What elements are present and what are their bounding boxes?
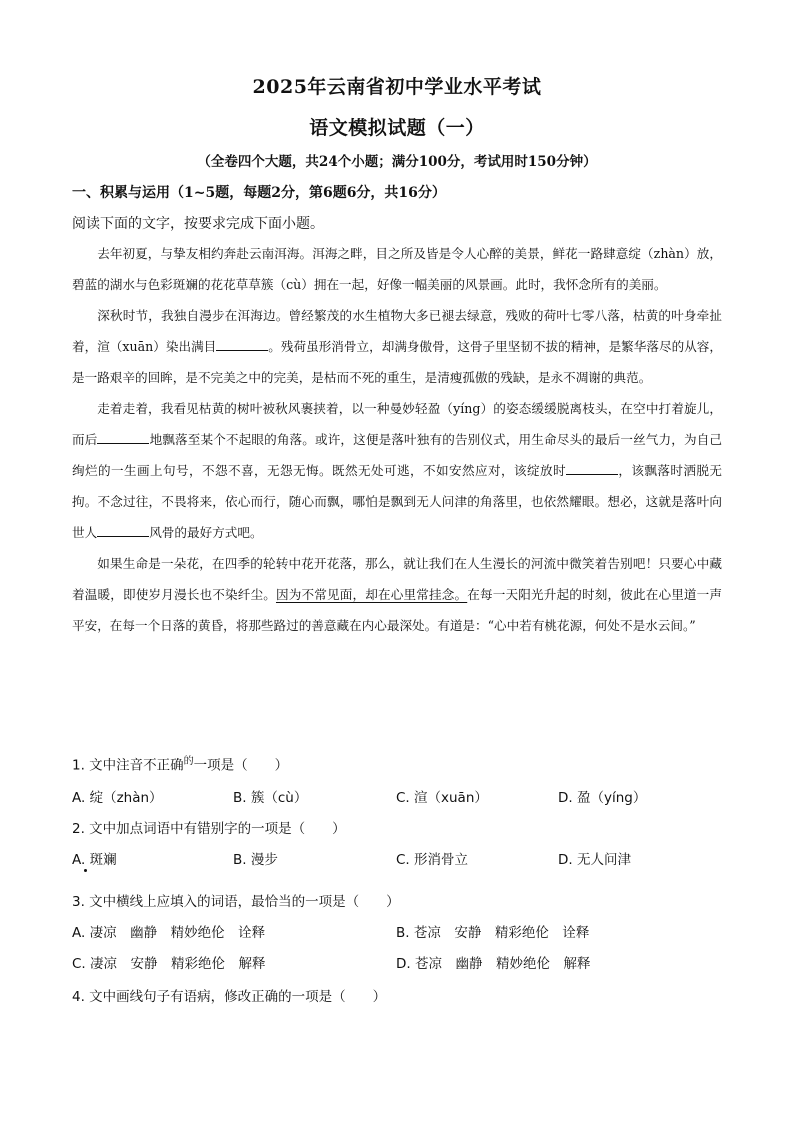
reading-intro: 阅读下面的文字，按要求完成下面小题。: [72, 216, 324, 232]
paragraph-4: [72, 548, 722, 641]
q1-option-a[interactable]: A. 绽（zhàn）: [72, 790, 163, 806]
paragraph-1: 去年初夏，与挚友相约奔赴云南洱海。洱海之畔，目之所及皆是令人心醉的美景，鲜花一路肆意绽（zhàn）放，碧蓝的湖水与色彩斑斓的花花草草簇（cù）拥在一起，好像一幅美丽的风景画。此时，我怀念所有的美丽。: [72, 246, 722, 292]
q3-option-b[interactable]: B. 苍凉 安静 精彩绝伦 诠释: [396, 925, 590, 941]
paragraph-3-part-d: 风骨的最好方式吧。: [149, 525, 263, 540]
exam-subtitle: 语文模拟试题（一）: [309, 117, 485, 139]
fill-blank-3: [566, 460, 618, 475]
paragraph-4-part-a: 如果生命是一朵花，在四季的轮转中花开花落，那么，就让我们在人生漫长的河流中微笑着告别吧！只要心中藏着温暖，即使岁月漫长也不染纤尘。: [72, 556, 722, 602]
fill-blank-2: [97, 429, 149, 444]
q2-option-a[interactable]: A. 斑斓: [72, 852, 117, 868]
q3-option-c[interactable]: C. 凄凉 安静 精彩绝伦 解释: [72, 956, 266, 972]
exam-title: 2025年云南省初中学业水平考试: [252, 76, 542, 98]
question-1-stem-c: 一项是（ ）: [193, 757, 289, 774]
q2-option-b[interactable]: B. 漫步: [233, 852, 278, 868]
question-2: 2. 文中加点词语中有错别字的一项是（ ）: [72, 821, 346, 837]
paragraph-3: [72, 393, 722, 548]
question-1-stem-a: 1. 文中注音不正确: [72, 757, 184, 774]
emphasis-dot: [84, 869, 87, 872]
paragraph-3-part-c: ，该飘落时洒脱无拘。不念过往，不畏将来，依心而行，随心而飘，哪怕是飘到无人问津的角落里，也依然耀眼。想必，这就是落叶向世人: [72, 463, 722, 540]
q2-option-d[interactable]: D. 无人问津: [558, 852, 631, 868]
question-3: 3. 文中横线上应填入的词语，最恰当的一项是（ ）: [72, 894, 400, 910]
exam-note: （全卷四个大题，共24个小题；满分100分，考试用时150分钟）: [197, 154, 597, 170]
paragraph-3-part-a: 走着走着，我看见枯黄的树叶被秋风裹挟着，以一种曼妙轻盈（yíng）的姿态缓缓脱离枝头，在空中打着旋儿，而后: [72, 401, 722, 447]
q1-option-c[interactable]: C. 渲（xuān）: [396, 790, 488, 806]
q1-option-b[interactable]: B. 簇（cù）: [233, 790, 308, 806]
paragraph-2-part-a: 深秋时节，我独自漫步在洱海边。曾经繁茂的水生植物大多已褪去绿意，残败的荷叶七零八落，枯黄的叶身牵扯着，渲（xuān）染出满目: [72, 308, 722, 354]
reading-passage: [72, 238, 722, 641]
paragraph-2-part-b: 。残荷虽形消骨立，却满身傲骨，这骨子里坚韧不拔的精神，是繁华落尽的从容，是一路艰辛的回眸，是不完美之中的完美，是枯而不死的重生，是清瘦孤傲的残缺，是永不凋谢的典范。: [72, 339, 722, 385]
paragraph-2: [72, 300, 722, 393]
fill-blank-1: [216, 336, 268, 351]
q1-option-d[interactable]: D. 盈（yíng）: [558, 790, 647, 806]
question-1: [72, 752, 288, 774]
q3-option-d[interactable]: D. 苍凉 幽静 精妙绝伦 解释: [396, 956, 591, 972]
section-heading: 一、积累与运用（1~5题，每题2分，第6题6分，共16分）: [72, 185, 446, 201]
q2-option-c[interactable]: C. 形消骨立: [396, 852, 469, 868]
paragraph-3-part-b: 地飘落至某个不起眼的角落。或许，这便是落叶独有的告别仪式，用生命尽头的最后一丝气力，为自己绚烂的一生画上句号，不怨不喜，无怨无悔。既然无处可逃，不如安然应对，该绽放时: [72, 432, 723, 478]
fill-blank-4: [97, 522, 149, 537]
question-4: 4. 文中画线句子有语病，修改正确的一项是（ ）: [72, 989, 387, 1005]
question-1-emphasis-char: 的: [183, 756, 194, 767]
q3-option-a[interactable]: A. 凄凉 幽静 精妙绝伦 诠释: [72, 925, 266, 941]
paragraph-4-part-b: 在每一天阳光升起的时刻，彼此在心里道一声平安，在每一个日落的黄昏，将那些路过的善意藏在内心最深处。有道是：“心中若有桃花源，何处不是水云间。”: [72, 587, 723, 633]
underlined-sentence: 因为不常见面，却在心里常挂念。: [275, 587, 468, 602]
